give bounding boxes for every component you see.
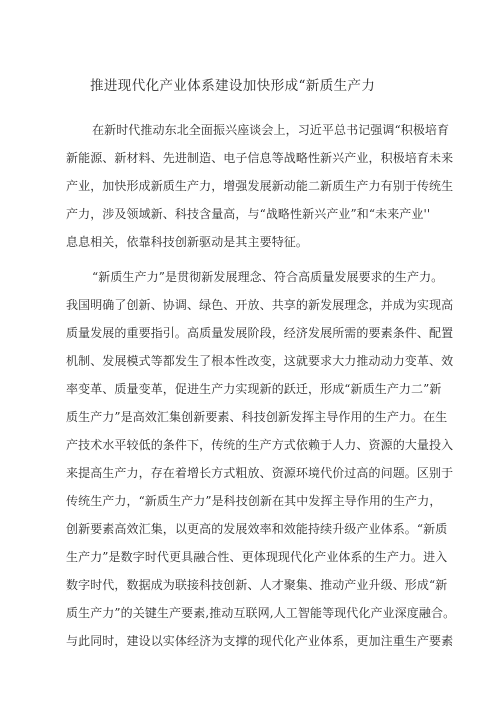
paragraph-line: 产力，涉及领域新、科技含量高，与“战略性新兴产业”和“未来产业'' [66, 207, 431, 221]
paragraph-line: 率变革、质量变革，促进生产力实现新的跃迁，形成“新质生产力二”新 [66, 382, 442, 396]
paragraph-line: 质生产力”是高效汇集创新要素、科技创新发挥主导作用的生产力。在生 [66, 410, 448, 424]
paragraph-line: 生产力”是数字时代更具融合性、更体现现代化产业体系的生产力。进入 [66, 550, 448, 564]
paragraph-line: 新能源、新材料、先进制造、电子信息等战略性新兴产业，积极培育未来 [66, 151, 454, 165]
paragraph-1 [66, 116, 454, 256]
paragraph-line: 来提高生产力，存在着增长方式粗放、资源环境代价过高的问题。区别于 [66, 466, 454, 480]
paragraph-line: 机制、发展模式等都发生了根本性改变，这就要求大力推动动力变革、效 [66, 354, 454, 368]
paragraph-line: 传统生产力，“新质生产力”是科技创新在其中发挥主导作用的生产力， [66, 494, 442, 508]
paragraph-line: 与此同时，建设以实体经济为支撑的现代化产业体系，更加注重生产要素 [66, 634, 454, 648]
paragraph-line: 质量发展的重要指引。高质量发展阶段，经济发展所需的要素条件、配置 [66, 326, 454, 340]
paragraph-line: “新质生产力”是贯彻新发展理念、符合高质量发展要求的生产力。 [92, 270, 444, 284]
paragraph-line: 数字时代，数据成为联接科技创新、人才聚集、推动产业升级、形成“新 [66, 578, 448, 592]
paragraph-line: 息息相关，依靠科技创新驱动是其主要特征。 [66, 235, 309, 249]
paragraph-line: 我国明确了创新、协调、绿色、开放、共享的新发展理念，并成为实现高 [66, 298, 454, 312]
paragraph-line: 创新要素高效汇集，以更高的发展效率和效能持续升级产业体系。“新质 [66, 522, 448, 536]
paragraph-line: 质生产力”的关键生产要素,推动互联网,人工智能等现代化产业深度融合。 [66, 606, 456, 620]
document-title: 推进现代化产业体系建设加快形成“新质生产力 [90, 78, 376, 94]
paragraph-line: 产业，加快形成新质生产力，增强发展新动能二新质生产力有别于传统生 [66, 179, 454, 193]
paragraph-line: 在新时代推动东北全面振兴座谈会上，习近平总书记强调“积极培育 [92, 123, 450, 137]
paragraph-line: 产技术水平较低的条件下，传统的生产方式依赖于人力、资源的大量投入 [66, 438, 454, 452]
paragraph-2 [66, 263, 456, 655]
